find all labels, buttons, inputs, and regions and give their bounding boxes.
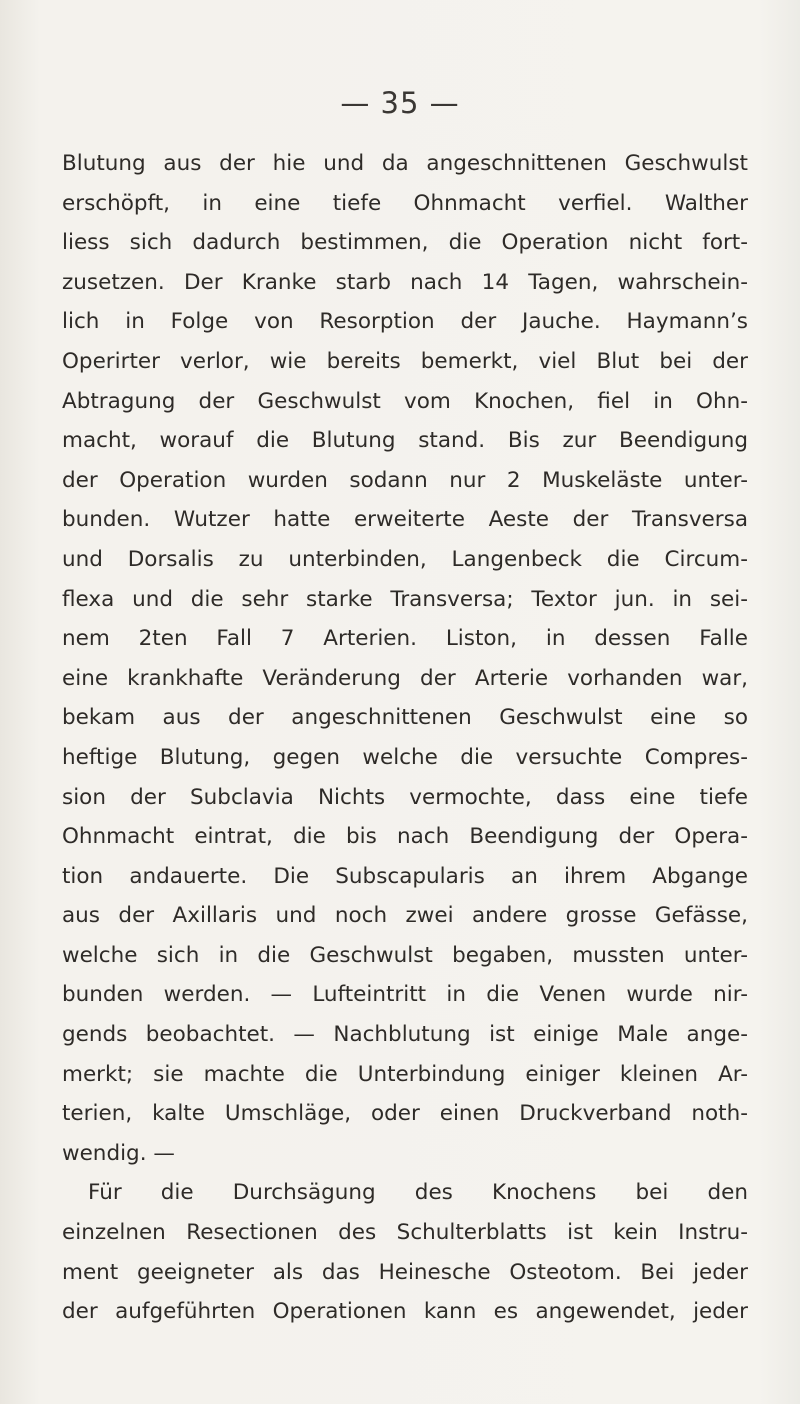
text-line: Ohnmacht eintrat, die bis nach Beendigung der Opera- [62,824,748,850]
text-line: ment geeigneter als das Heinesche Osteotom. Bei jeder [62,1259,748,1285]
text-line: bunden. Wutzer hatte erweiterte Aeste der Transversa [62,507,748,533]
text-line: einzelnen Resectionen des Schulterblatts ist kein Instru- [62,1220,748,1246]
text-line: eine krankhafte Veränderung der Arterie vorhanden war, [62,665,748,691]
text-line: zusetzen. Der Kranke starb nach 14 Tagen, wahrschein- [62,269,748,295]
text-line: wendig. — [62,1140,175,1166]
text-line: gends beobachtet. — Nachblutung ist einige Male ange- [62,1022,748,1048]
body-text [62,144,748,1332]
text-line: tion andauerte. Die Subscapularis an ihrem Abgange [62,863,748,889]
text-line: Blutung aus der hie und da angeschnittenen Geschwulst [62,151,748,176]
text-line: liess sich dadurch bestimmen, die Operation nicht fort- [62,230,748,256]
text-line: der Operation wurden sodann nur 2 Muskeläste unter- [62,467,748,493]
text-line: macht, worauf die Blutung stand. Bis zur Beendigung [62,428,748,454]
text-line: lich in Folge von Resorption der Jauche. Haymann’s [62,309,748,335]
text-line: welche sich in die Geschwulst begaben, mussten unter- [62,942,748,968]
text-line: nem 2ten Fall 7 Arterien. Liston, in dessen Falle [62,626,748,652]
text-line: Operirter verlor, wie bereits bemerkt, viel Blut bei der [62,348,748,374]
text-line: sion der Subclavia Nichts vermochte, dass eine tiefe [62,784,748,810]
text-line: heftige Blutung, gegen welche die versuchte Compres- [62,744,748,770]
text-line: merkt; sie machte die Unterbindung einiger kleinen Ar- [62,1061,748,1087]
text-line: bekam aus der angeschnittenen Geschwulst eine so [62,705,748,731]
text-line: der aufgeführten Operationen kann es angewendet, jeder [62,1299,748,1325]
text-line: bunden werden. — Lufteintritt in die Venen wurde nir- [62,982,748,1008]
text-line: flexa und die sehr starke Transversa; Textor jun. in sei- [62,586,748,612]
page-number: — 35 — [340,86,460,120]
text-line: Abtragung der Geschwulst vom Knochen, fiel in Ohn- [62,388,748,414]
text-line: und Dorsalis zu unterbinden, Langenbeck die Circum- [62,546,748,572]
text-line: terien, kalte Umschläge, oder einen Druckverband noth- [62,1101,748,1127]
text-line: aus der Axillaris und noch zwei andere grosse Gefässe, [62,903,748,929]
text-line: erschöpft, in eine tiefe Ohnmacht verfiel. Walther [62,190,748,216]
text-line: Für die Durchsägung des Knochens bei den [88,1180,748,1206]
